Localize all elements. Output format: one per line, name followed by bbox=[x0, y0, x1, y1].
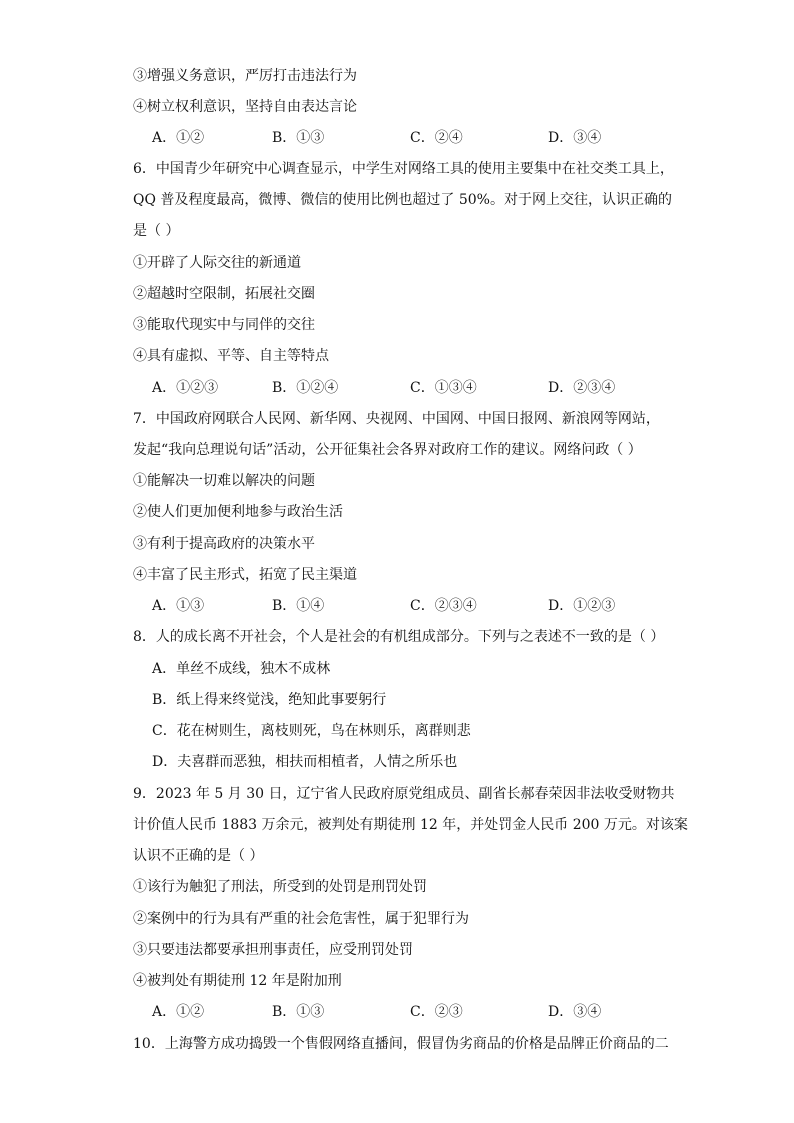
q6-statement-3: ③能取代现实中与同伴的交往 bbox=[133, 317, 315, 333]
q6-option-c: C．①③④ bbox=[410, 380, 477, 396]
q7-stem-line-1: 7．中国政府网联合人民网、新华网、央视网、中国网、中国日报网、新浪网等网站， bbox=[133, 411, 660, 427]
q5-option-c: C．②④ bbox=[410, 130, 463, 146]
q7-option-a: A．①③ bbox=[152, 598, 205, 614]
q8-choice-c: C．花在树则生，离枝则死，鸟在林则乐，离群则悲 bbox=[152, 723, 471, 739]
q10-stem-line-1: 10．上海警方成功捣毁一个售假网络直播间，假冒伪劣商品的价格是品牌正价商品的二 bbox=[133, 1036, 669, 1052]
q9-stem-line-3: 认识不正确的是（ ） bbox=[133, 848, 264, 864]
q8-choice-a: A．单丝不成线，独木不成林 bbox=[152, 661, 331, 677]
q9-option-d: D．③④ bbox=[548, 1004, 602, 1020]
q6-statement-4: ④具有虚拟、平等、自主等特点 bbox=[133, 348, 329, 364]
q9-statement-1: ①该行为触犯了刑法，所受到的处罚是刑罚处罚 bbox=[133, 879, 427, 895]
q6-statement-2: ②超越时空限制，拓展社交圈 bbox=[133, 286, 315, 302]
q8-choice-d: D．夫喜群而恶独，相扶而相植者，人情之所乐也 bbox=[152, 754, 458, 770]
q9-stem-line-1: 9．2023 年 5 月 30 日，辽宁省人民政府原党组成员、副省长郝春荣因非法收受财物共 bbox=[133, 786, 675, 802]
q9-statement-2: ②案例中的行为具有严重的社会危害性，属于犯罪行为 bbox=[133, 911, 469, 927]
q6-option-d: D．②③④ bbox=[548, 380, 616, 396]
q9-option-b: B．①③ bbox=[272, 1004, 325, 1020]
q8-stem: 8．人的成长离不开社会，个人是社会的有机组成部分。下列与之表述不一致的是（ ） bbox=[133, 629, 665, 645]
q7-statement-3: ③有利于提高政府的决策水平 bbox=[133, 536, 315, 552]
q6-statement-1: ①开辟了人际交往的新通道 bbox=[133, 255, 301, 271]
q8-choice-b: B．纸上得来终觉浅，绝知此事要躬行 bbox=[152, 692, 387, 708]
q6-stem-line-1: 6．中国青少年研究中心调查显示，中学生对网络工具的使用主要集中在社交类工具上， bbox=[133, 161, 674, 177]
q7-stem-line-2: 发起“我向总理说句话”活动，公开征集社会各界对政府工作的建议。网络问政（ ） bbox=[133, 442, 642, 458]
q9-option-a: A．①② bbox=[152, 1004, 205, 1020]
q6-option-a: A．①②③ bbox=[152, 380, 219, 396]
q7-option-c: C．②③④ bbox=[410, 598, 477, 614]
q5-option-d: D．③④ bbox=[548, 130, 602, 146]
q5-option-a: A．①② bbox=[152, 130, 205, 146]
q9-stem-line-2: 计价值人民币 1883 万余元，被判处有期徒刑 12 年，并处罚金人民币 200 万元。对该案 bbox=[133, 817, 688, 833]
q9-statement-4: ④被判处有期徒刑 12 年是附加刑 bbox=[133, 973, 342, 989]
q5-statement-4: ④树立权利意识，坚持自由表达言论 bbox=[133, 99, 357, 115]
q7-statement-1: ①能解决一切难以解决的问题 bbox=[133, 473, 315, 489]
q7-option-b: B．①④ bbox=[272, 598, 325, 614]
q7-statement-4: ④丰富了民主形式，拓宽了民主渠道 bbox=[133, 567, 357, 583]
q9-statement-3: ③只要违法都要承担刑事责任，应受刑罚处罚 bbox=[133, 942, 413, 958]
q5-option-b: B．①③ bbox=[272, 130, 325, 146]
q5-statement-3: ③增强义务意识，严厉打击违法行为 bbox=[133, 68, 357, 84]
q6-stem-line-3: 是（ ） bbox=[133, 223, 180, 239]
q6-option-b: B．①②④ bbox=[272, 380, 339, 396]
q9-option-c: C．②③ bbox=[410, 1004, 463, 1020]
q6-stem-line-2: QQ 普及程度最高，微博、微信的使用比例也超过了 50%。对于网上交往，认识正确的 bbox=[133, 192, 672, 208]
q7-statement-2: ②使人们更加便利地参与政治生活 bbox=[133, 504, 343, 520]
q7-option-d: D．①②③ bbox=[548, 598, 616, 614]
